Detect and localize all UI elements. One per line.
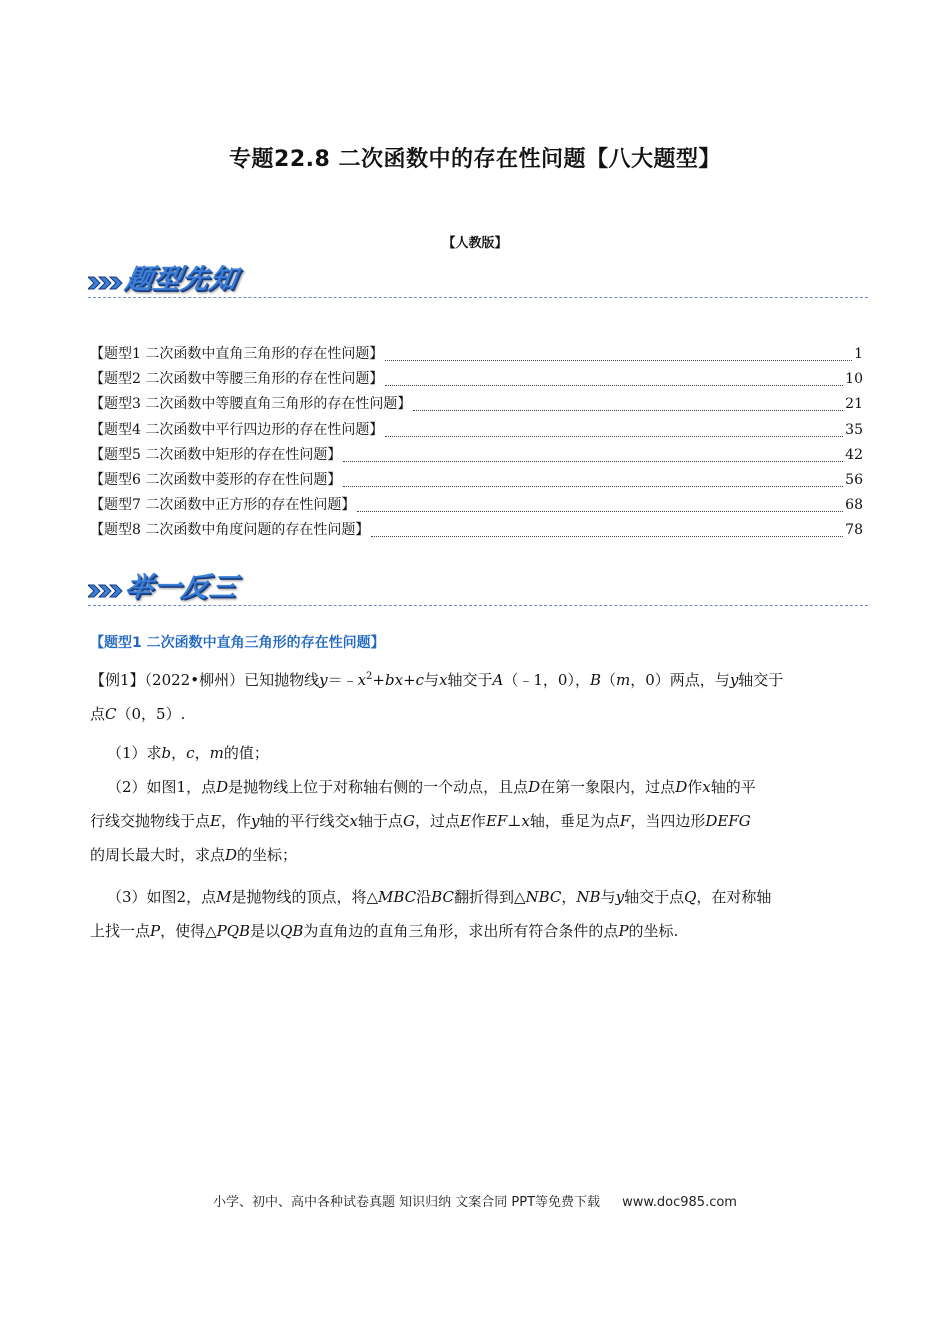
page-title: 专题22.8 二次函数中的存在性问题【八大题型】 — [229, 147, 721, 172]
toc-label: 【题型3 二次函数中等腰直角三角形的存在性问题】 — [90, 396, 412, 413]
triple-chevron-icon — [88, 582, 124, 600]
toc-label: 【题型6 二次函数中菱形的存在性问题】 — [90, 471, 342, 488]
triple-chevron-icon — [88, 274, 124, 292]
toc-page: 1 — [854, 346, 863, 362]
toc-label: 【题型5 二次函数中矩形的存在性问题】 — [90, 446, 342, 463]
question-2: （2）如图1，点D是抛物线上位于对称轴右侧的一个动点，且点D在第一象限内，过点D作x轴的平 行线交抛物线于点E，作y轴的平行线交x轴于点G，过点E作EF⊥x轴，垂足为点F，当四边形DEFG 的周长最大时，求点D的坐标； — [90, 778, 756, 864]
banner-divider — [88, 297, 868, 298]
toc-leader — [385, 385, 843, 386]
toc-item[interactable] — [90, 444, 863, 469]
section-heading: 【题型1 二次函数中直角三角形的存在性问题】 — [90, 635, 385, 651]
toc-label: 【题型8 二次函数中角度问题的存在性问题】 — [90, 522, 370, 539]
toc-item[interactable] — [90, 519, 863, 544]
edition-label: 【人教版】 — [442, 236, 508, 251]
toc-item[interactable] — [90, 393, 863, 418]
toc-leader — [357, 511, 843, 512]
toc-item[interactable] — [90, 494, 863, 519]
toc-label: 【题型1 二次函数中直角三角形的存在性问题】 — [90, 346, 384, 362]
toc-leader — [343, 486, 843, 487]
banner-divider — [88, 605, 868, 606]
toc-page: 35 — [845, 421, 863, 438]
banner-practice — [88, 566, 868, 606]
toc-leader — [371, 536, 843, 537]
toc-item[interactable] — [90, 469, 863, 494]
toc-label: 【题型7 二次函数中正方形的存在性问题】 — [90, 497, 356, 514]
toc-label: 【题型2 二次函数中等腰三角形的存在性问题】 — [90, 371, 384, 388]
banner-title: 举一反三 — [122, 572, 241, 603]
toc-item[interactable] — [90, 343, 863, 368]
toc-label: 【题型4 二次函数中平行四边形的存在性问题】 — [90, 421, 384, 438]
footer-text: 小学、初中、高中各种试卷真题 知识归纳 文案合同 PPT等免费下载 — [213, 1195, 601, 1210]
footer-site-link[interactable]: www.doc985.com — [622, 1195, 737, 1210]
toc-page: 10 — [845, 371, 863, 388]
toc-page: 68 — [845, 497, 863, 514]
toc-page: 56 — [845, 471, 863, 488]
toc-leader — [343, 461, 843, 462]
toc-leader — [385, 360, 852, 361]
question-3: （3）如图2，点M是抛物线的顶点，将△MBC沿BC翻折得到△NBC，NB与y轴交于点Q，在对称轴 上找一点P，使得△PQB是以QB为直角边的直角三角形，求出所有符合条件的点P的坐标. — [90, 888, 772, 940]
toc-leader — [385, 436, 843, 437]
toc-item[interactable] — [90, 368, 863, 393]
example-statement: 【例1】（2022•柳州）已知抛物线$y=﹣x^2+bx+c$与x轴交于A（﹣1，0），B（m，0）两点，与y轴交于 点C（0，5）. — [90, 671, 784, 723]
page-footer — [0, 1191, 950, 1210]
toc-item[interactable] — [90, 419, 863, 444]
toc-page: 78 — [845, 522, 863, 539]
toc-page: 21 — [845, 396, 863, 413]
banner-title: 题型先知 — [122, 264, 241, 295]
table-of-contents — [90, 343, 863, 545]
banner-question-types — [88, 258, 868, 298]
toc-leader — [413, 410, 843, 411]
question-1: （1）求b，c，m的值； — [107, 744, 269, 762]
toc-page: 42 — [845, 446, 863, 463]
